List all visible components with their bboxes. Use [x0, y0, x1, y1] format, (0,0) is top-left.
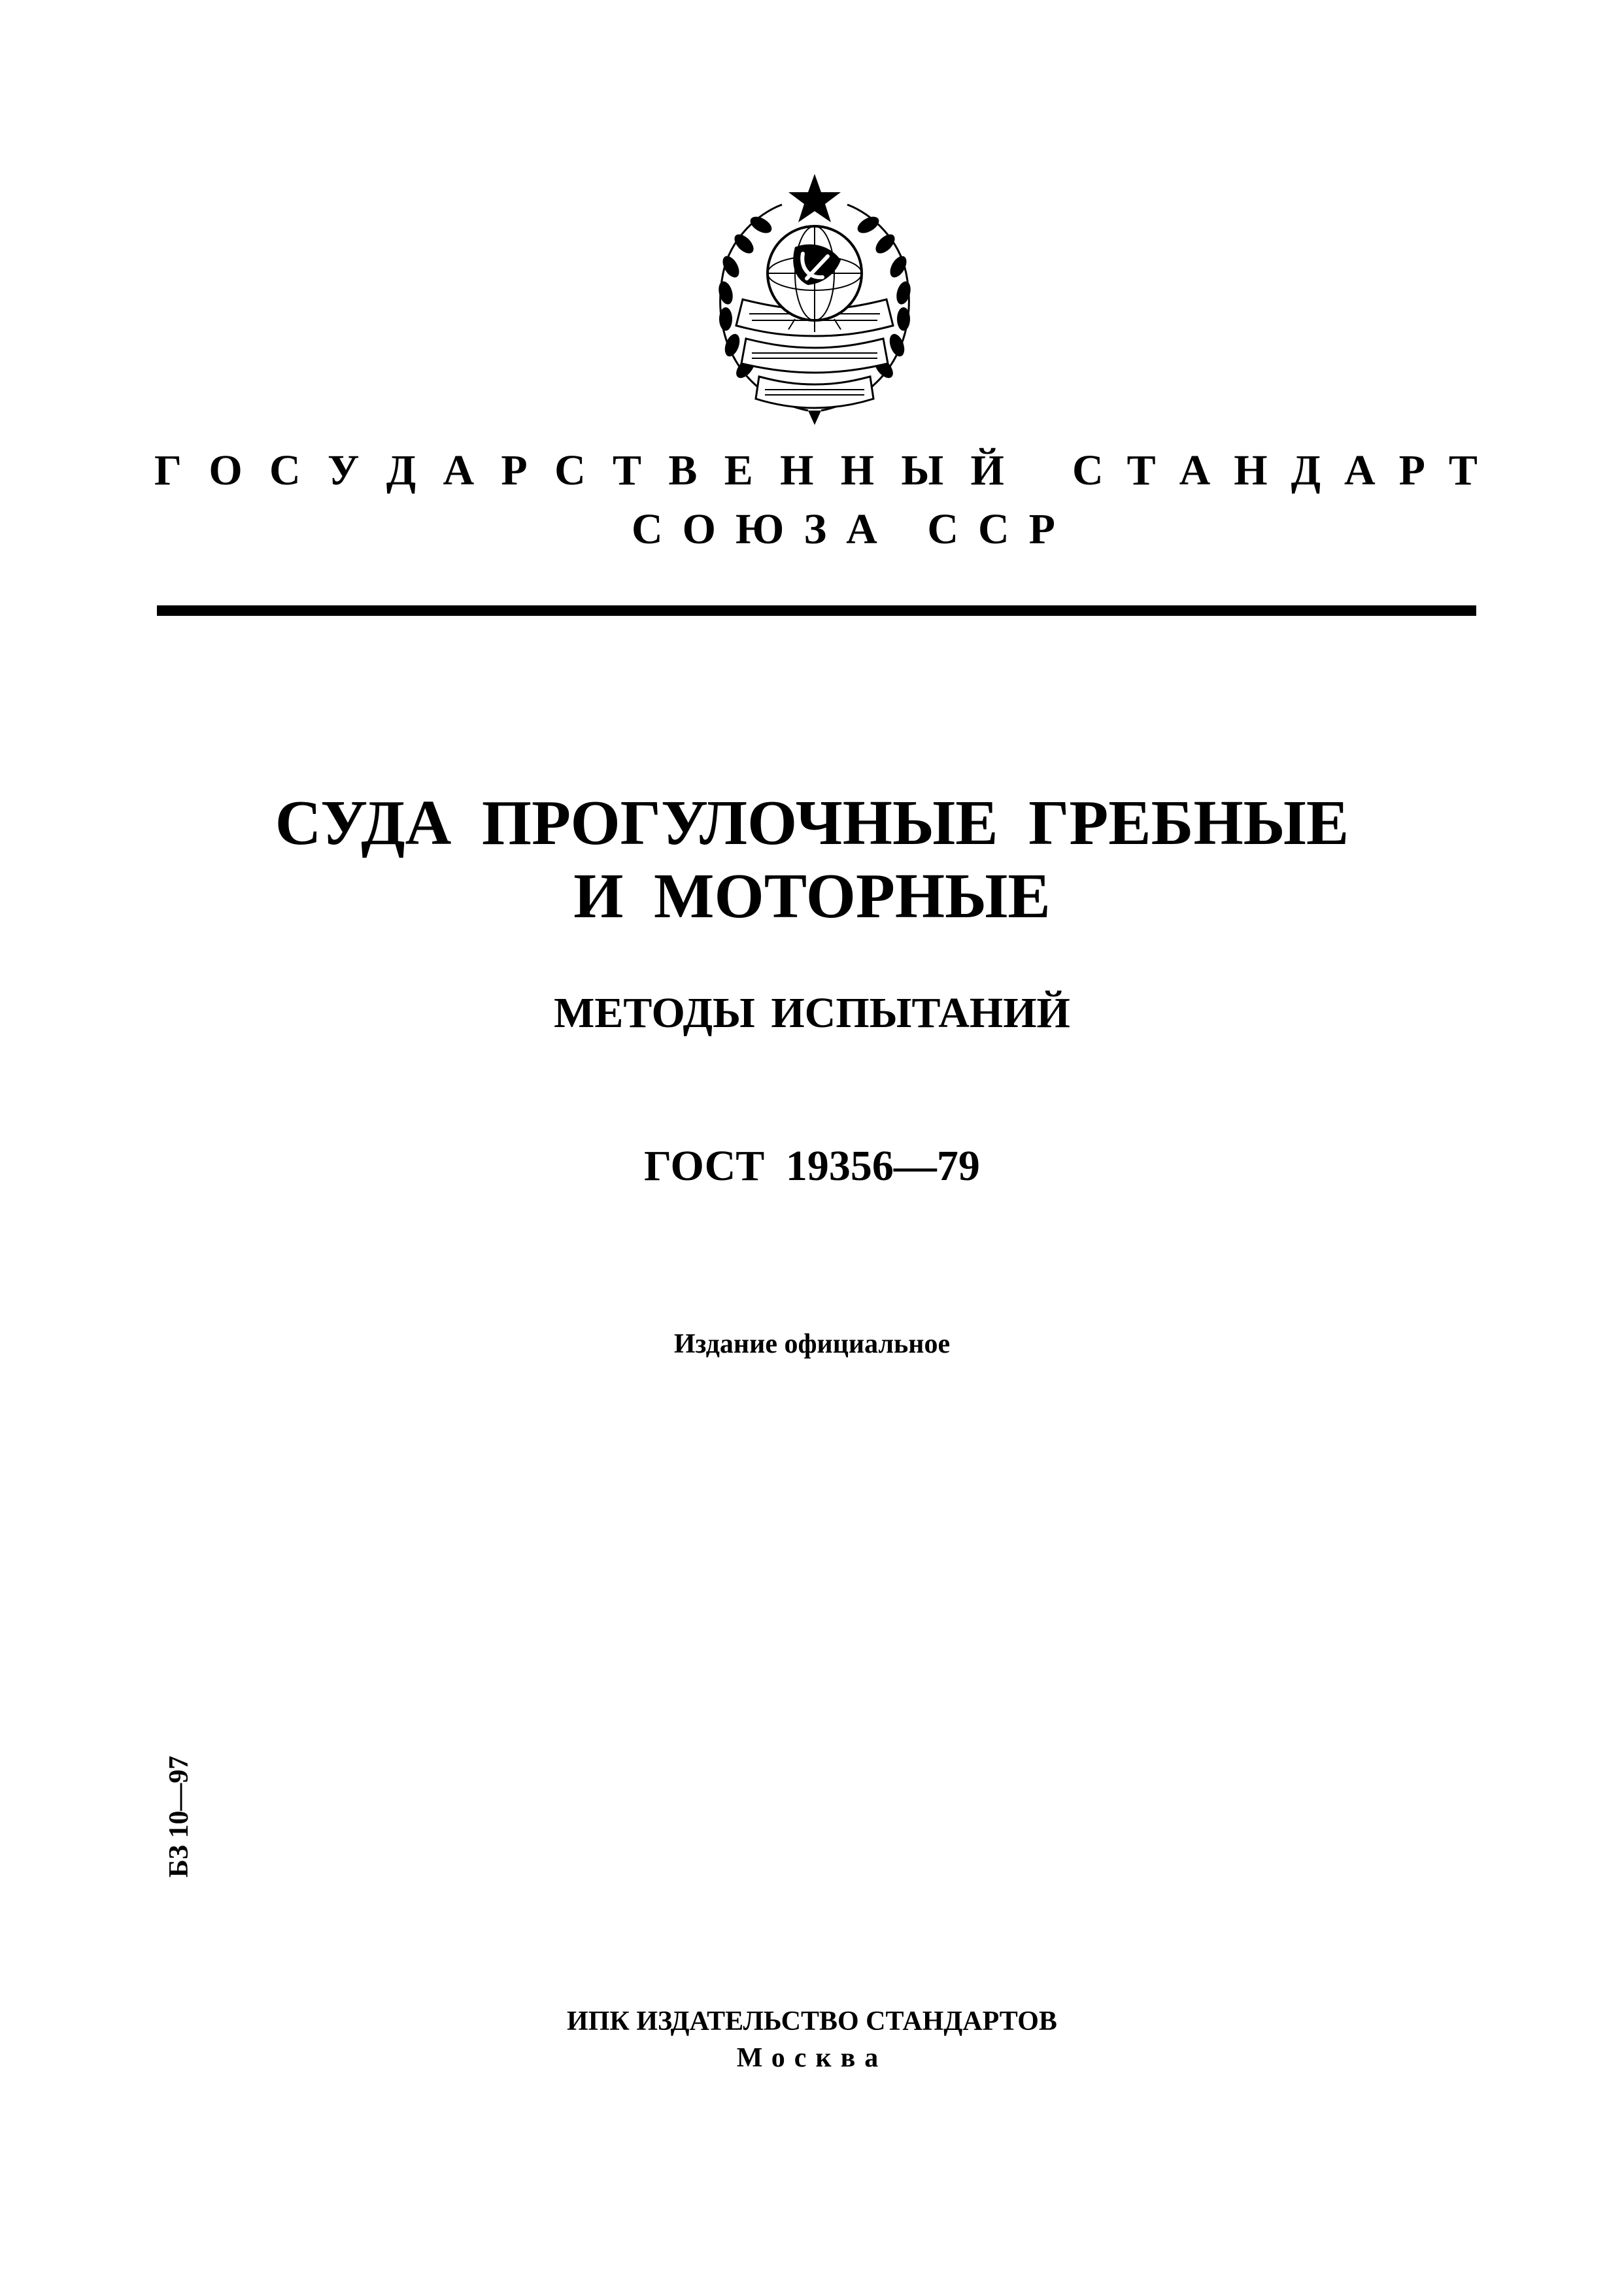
publisher-name: ИПК ИЗДАТЕЛЬСТВО СТАНДАРТОВ — [567, 2006, 1057, 2036]
header-letter: С — [554, 447, 586, 494]
header-letter: Д — [1291, 447, 1321, 494]
header-word-gosudarstvenny — [154, 445, 1004, 497]
header-letter: С — [269, 447, 301, 494]
header-letter: Ы — [901, 447, 944, 494]
header-letter: А — [443, 447, 475, 494]
document-subtitle: МЕТОДЫ ИСПЫТАНИЙ — [554, 989, 1070, 1037]
header-line-2: СОЮЗА ССР — [632, 505, 1075, 553]
header-letter: Р — [501, 447, 528, 494]
document-title-line-1: СУДА ПРОГУЛОЧНЫЕ ГРЕБНЫЕ — [275, 788, 1349, 858]
header-letter: Т — [1448, 447, 1478, 494]
header-letter: Т — [1126, 447, 1156, 494]
header-letter: А — [1179, 447, 1211, 494]
header-letter: Р — [1398, 447, 1425, 494]
header-letter: Н — [1234, 447, 1268, 494]
ussr-state-emblem-icon — [697, 169, 932, 430]
header-letter: Д — [386, 447, 416, 494]
header-letter: О — [209, 447, 243, 494]
header-letter: Н — [780, 447, 814, 494]
header-letter: Е — [724, 447, 753, 494]
side-code-label: БЗ 10—97 — [164, 1755, 194, 1878]
publisher-city: Москва — [736, 2043, 888, 2073]
header-letter: Т — [613, 447, 642, 494]
header-word-standart — [1072, 445, 1478, 497]
header-letter: Н — [840, 447, 875, 494]
header-letter: Г — [154, 447, 182, 494]
edition-note: Издание официальное — [673, 1329, 951, 1359]
header-line-1 — [154, 445, 1478, 497]
header-letter: Й — [970, 447, 1004, 494]
header-rule — [157, 605, 1476, 616]
header-letter: С — [1072, 447, 1104, 494]
header-letter: У — [327, 447, 360, 494]
standard-designation: ГОСТ 19356—79 — [644, 1142, 980, 1190]
document-title-line-2: И МОТОРНЫЕ — [573, 861, 1051, 932]
header-letter: А — [1344, 447, 1376, 494]
header-letter: В — [668, 447, 698, 494]
